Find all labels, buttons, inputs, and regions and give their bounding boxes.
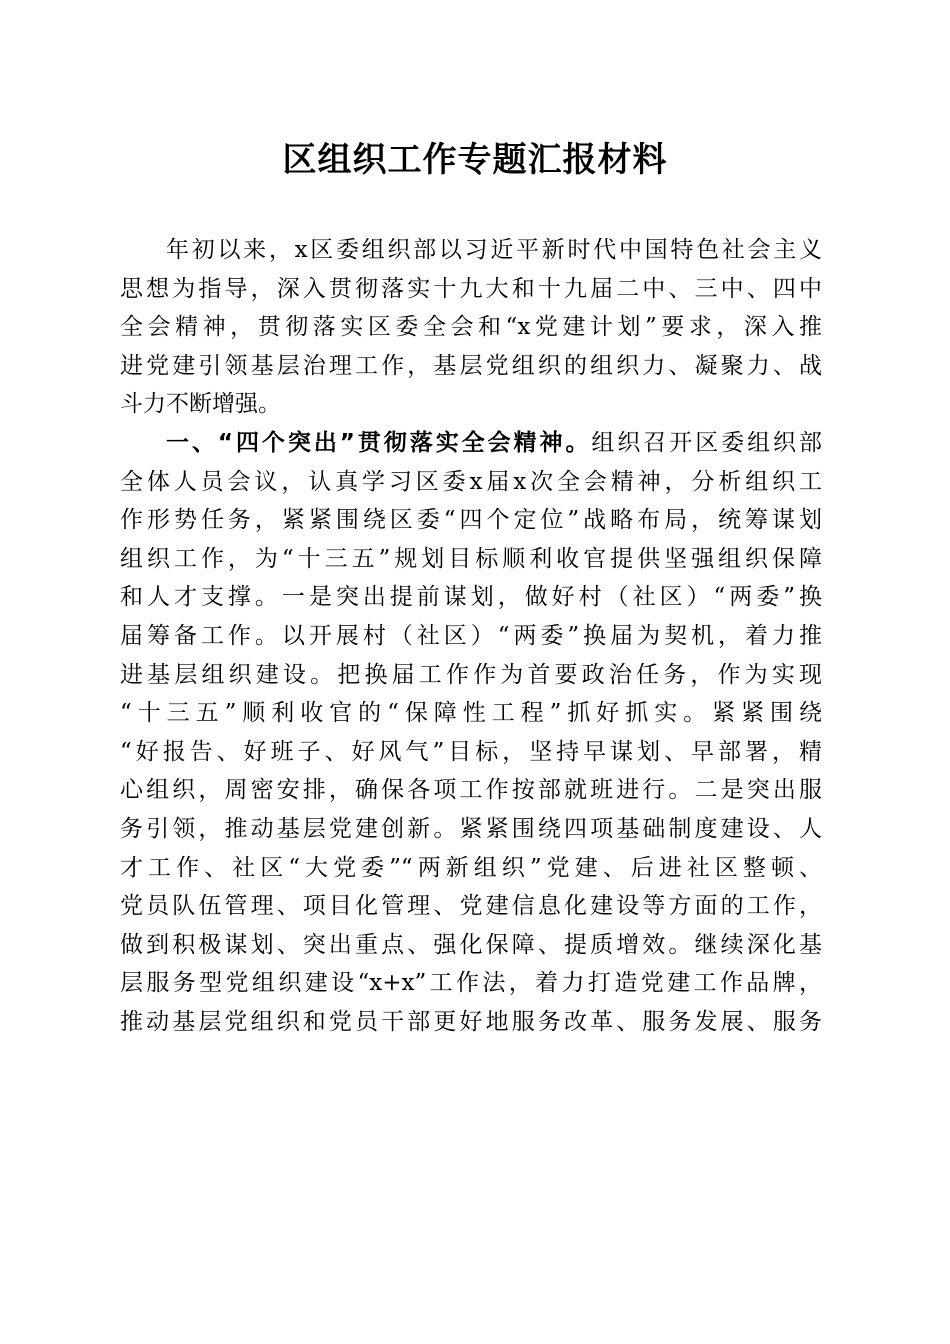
section-heading-continuation: 组织召开区委组织部: [591, 429, 822, 456]
paragraph-line: 全体人员会议，认真学习区委x届x次全会精神，分析组织工: [120, 468, 822, 495]
section-heading-line: [120, 424, 822, 463]
paragraph-line: 作形势任务，紧紧围绕区委“四个定位”战略布局，统筹谋划: [120, 507, 822, 534]
paragraph-line: 心组织，周密安排，确保各项工作按部就班进行。二是突出服: [120, 777, 822, 804]
paragraph-line: 党员队伍管理、项目化管理、党建信息化建设等方面的工作，: [120, 893, 822, 920]
paragraph-line: 和人才支撑。一是突出提前谋划，做好村（社区）“两委”换: [120, 584, 822, 611]
paragraph-line: 推动基层党组织和党员干部更好地服务改革、服务发展、服务: [120, 1008, 822, 1035]
paragraph-line: 届筹备工作。以开展村（社区）“两委”换届为契机，着力推: [120, 622, 822, 649]
paragraph-line: 思想为指导，深入贯彻落实十九大和十九届二中、三中、四中: [120, 275, 822, 302]
section-heading: 一、“四个突出”贯彻落实全会精神。: [166, 429, 592, 456]
paragraph-line: “好报告、好班子、好风气”目标，坚持早谋划、早部署，精: [120, 738, 822, 765]
document-title: 区组织工作专题汇报材料: [282, 140, 668, 180]
paragraph-line: 才工作、社区“大党委”“两新组织”党建、后进社区整顿、: [120, 854, 822, 881]
paragraph-line: 组织工作，为“十三五”规划目标顺利收官提供坚强组织保障: [120, 545, 822, 572]
intro-paragraph: [120, 231, 822, 424]
paragraph-line: 做到积极谋划、突出重点、强化保障、提质增效。继续深化基: [120, 931, 822, 958]
paragraph-line: “十三五”顺利收官的“保障性工程”抓好抓实。紧紧围绕: [120, 700, 822, 727]
paragraph-line: 斗力不断增强。: [120, 391, 281, 418]
paragraph-line: 进基层组织建设。把换届工作作为首要政治任务，作为实现: [120, 661, 822, 688]
paragraph-line: 层服务型党组织建设“x+x”工作法，着力打造党建工作品牌，: [120, 970, 822, 997]
paragraph-line: 务引领，推动基层党建创新。紧紧围绕四项基础制度建设、人: [120, 815, 822, 842]
document-body: [120, 231, 822, 1041]
paragraph-line: 年初以来，x区委组织部以习近平新时代中国特色社会主义: [166, 237, 822, 263]
paragraph-line: 进党建引领基层治理工作，基层党组织的组织力、凝聚力、战: [120, 352, 822, 379]
paragraph-line: 全会精神，贯彻落实区委全会和“x党建计划”要求，深入推: [120, 314, 822, 341]
section-1-paragraph: [120, 424, 822, 1042]
